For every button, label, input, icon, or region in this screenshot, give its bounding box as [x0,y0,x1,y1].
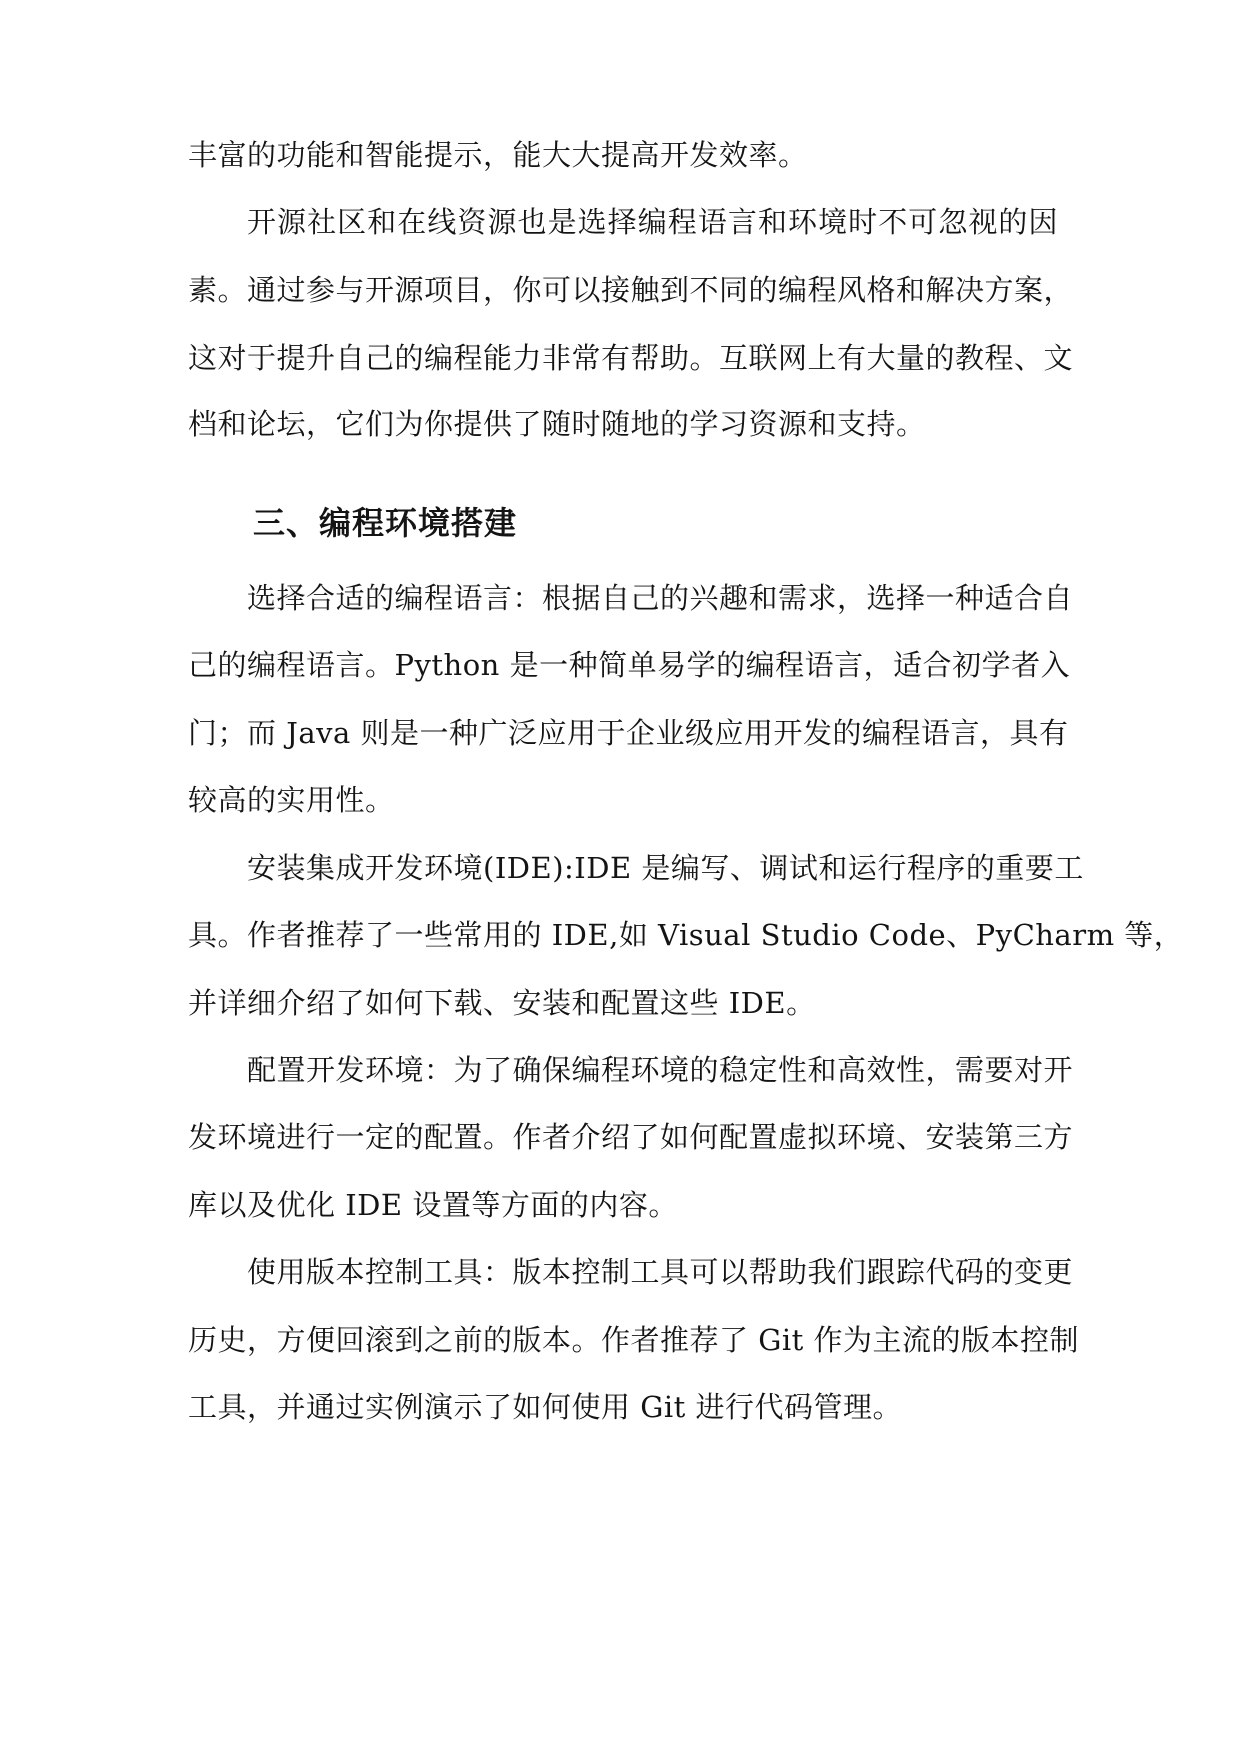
paragraph-5-line-3: 库以及优化 IDE 设置等方面的内容。 [188,1188,678,1222]
paragraph-3-line-4: 较高的实用性。 [188,783,395,817]
paragraph-6-line-2: 历史，方便回滚到之前的版本。作者推荐了 Git 作为主流的版本控制 [188,1323,1080,1357]
paragraph-2-line-4: 档和论坛，它们为你提供了随时随地的学习资源和支持。 [188,407,926,441]
paragraph-5-line-2: 发环境进行一定的配置。作者介绍了如何配置虚拟环境、安装第三方 [188,1120,1074,1154]
paragraph-5-line-1: 配置开发环境：为了确保编程环境的稳定性和高效性，需要对开 [247,1053,1074,1087]
paragraph-4-line-1: 安装集成开发环境(IDE):IDE 是编写、调试和运行程序的重要工 [247,851,1084,885]
paragraph-4-line-3: 并详细介绍了如何下载、安装和配置这些 IDE。 [188,986,816,1020]
paragraph-3-line-1: 选择合适的编程语言：根据自己的兴趣和需求，选择一种适合自 [247,581,1074,615]
paragraph-3-line-2: 己的编程语言。Python 是一种简单易学的编程语言，适合初学者入 [188,648,1071,682]
paragraph-1-line-1: 丰富的功能和智能提示，能大大提高开发效率。 [188,138,808,172]
paragraph-6-line-1: 使用版本控制工具：版本控制工具可以帮助我们跟踪代码的变更 [247,1255,1074,1289]
section-heading: 三、编程环境搭建 [253,504,518,542]
paragraph-4-line-2: 具。作者推荐了一些常用的 IDE,如 Visual Studio Code、PyCharm 等， [188,918,1184,952]
paragraph-2-line-1: 开源社区和在线资源也是选择编程语言和环境时不可忽视的因 [247,205,1058,239]
paragraph-2-line-3: 这对于提升自己的编程能力非常有帮助。互联网上有大量的教程、文 [188,341,1074,375]
paragraph-6-line-3: 工具，并通过实例演示了如何使用 Git 进行代码管理。 [188,1390,903,1424]
paragraph-2-line-2: 素。通过参与开源项目，你可以接触到不同的编程风格和解决方案， [188,273,1074,307]
paragraph-3-line-3: 门；而 Java 则是一种广泛应用于企业级应用开发的编程语言，具有 [188,716,1069,750]
